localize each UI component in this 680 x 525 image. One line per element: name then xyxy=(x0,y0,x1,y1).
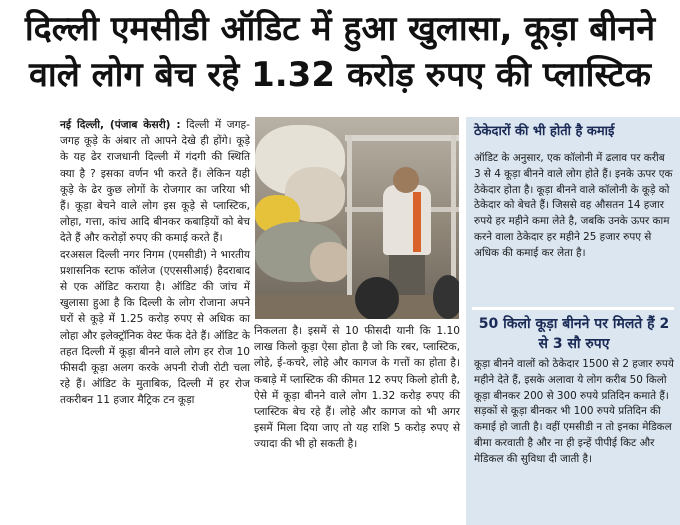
dateline: नई दिल्ली, (पंजाब केसरी) : xyxy=(60,119,181,131)
photo-person-head xyxy=(393,167,419,193)
photo-truck-wheel xyxy=(355,277,399,319)
photo-truck-rail xyxy=(345,135,459,141)
headline-line-2: वाले लोग बेच रहे 1.32 करोड़ रुपए की प्लास्टिक xyxy=(29,55,651,95)
article-column-left xyxy=(60,117,250,409)
photo-truck-post xyxy=(451,135,456,295)
article-paragraph-1 xyxy=(60,117,250,247)
sidebar-divider xyxy=(472,307,674,310)
photo-truck-wheel xyxy=(433,275,459,319)
article-text-1: दिल्ली में जगह-जगह कूड़े के अंबार तो आपने देखे ही होंगे। कूड़े के यह ढेर राजधानी दिल्ली में गंदगी की स्थिति क्या है ? इसका वर्णन भी करते हैं। लेकिन यही कूड़े के ढेर कुछ लोगों के रोजगार का जरिया भी हैं। कूड़ा बेचने वाले लोग इस कूड़े से प्लास्टिक, लोहा, गत्ता, कांच आदि बीनकर कबाड़ियों को बेच देते हैं और करोड़ों रुपए की कमाई करते हैं। xyxy=(60,119,250,245)
news-photo xyxy=(255,117,459,319)
article-paragraph-2: दरअसल दिल्ली नगर निगम (एमसीडी) ने भारतीय प्रशासनिक स्टाफ कॉलेज (एएससीआई) हैदराबाद से एक ऑडिट कराया है। ऑडिट की जांच में खुलासा हुआ है कि दिल्ली के लोग रोजाना अपने घरों से कूड़े में 1.25 करोड़ रुपए से अधिक का लोहा और इलेक्ट्रॉनिक वेस्ट फेंक देते हैं। ऑडिट के तहत दिल्ली में कूड़ा बीनने वाले लोग हर रोज 10 फीसदी कूड़ा अलग करके अपनी रोजी रोटी चला रहे हैं। ऑडिट के मुताबिक, दिल्ली में हर रोज तकरीबन 11 हजार मैट्रिक टन कूड़ा xyxy=(60,248,250,407)
photo-sack xyxy=(310,242,350,282)
photo-truck-post xyxy=(347,135,352,295)
sidebar-heading-2: 50 किलो कूड़ा बीनने पर मिलते हैं 2 से 3 सौ रुपए xyxy=(478,316,670,352)
headline xyxy=(0,0,680,112)
sidebar-box xyxy=(466,117,680,525)
article-paragraph-3: निकलता है। इसमें से 10 फीसदी यानी कि 1.10 लाख किलो कूड़ा ऐसा होता है जो कि रबर, प्लास्टिक, लोहे, ई-कचरे, लोहे और कागज के गत्तों का होता है। कबाड़े में प्लास्टिक की कीमत 12 रुपए किलो होती है, ऐसे में कूड़ा बीनने वाले लोग 1.32 करोड़ रुपए की प्लास्टिक बेच रहे हैं। लोहे और कागज को भी अगर इसमें मिला दिया जाए तो यह राशि 5 करोड़ रुपए से ज्यादा की भी हो सकती है। xyxy=(254,325,460,451)
headline-line-1: दिल्ली एमसीडी ऑडिट में हुआ खुलासा, कूड़ा बीनने xyxy=(24,9,656,49)
sidebar-text-2: कूड़ा बीनने वालों को ठेकेदार 1500 से 2 हजार रुपये महीने देते हैं, इसके अलावा ये लोग करीब 50 किलो कूड़ा बीनकर 200 से 300 रुपये प्रतिदिन कमाते हैं। सड़कों से कूड़ा बीनकर भी 100 रुपये प्रतिदिन की कमाई हो जाती है। वहीं एमसीडी न तो इनका मेडिकल बीमा करवाती है और ना ही इन्हें पीपीई किट और मेडिकल की सुविधा दी जाती है। xyxy=(474,358,674,465)
photo-person-scarf xyxy=(413,192,421,252)
article-column-middle xyxy=(254,323,460,453)
sidebar-heading-1: ठेकेदारों की भी होती है कमाई xyxy=(474,124,615,139)
sidebar-text-1: ऑडिट के अनुसार, एक कॉलोनी में ढलाव पर करीब 3 से 4 कूड़ा बीनने वाले लोग होते हैं। इनके ऊपर एक ठेकेदार होता है। कूड़ा बीनने वाले कॉलोनी के कूड़े को ठेकेदार को बेचते हैं। जिससे वह औसतन 14 हजार रुपये हर महीने कमा लेते है, जबकि उनके ऊपर काम करने वाला ठेकेदार हर महीने 25 हजार रुपए से अधिक की कमाई कर लेता है। xyxy=(474,152,673,259)
photo-person xyxy=(383,185,431,255)
